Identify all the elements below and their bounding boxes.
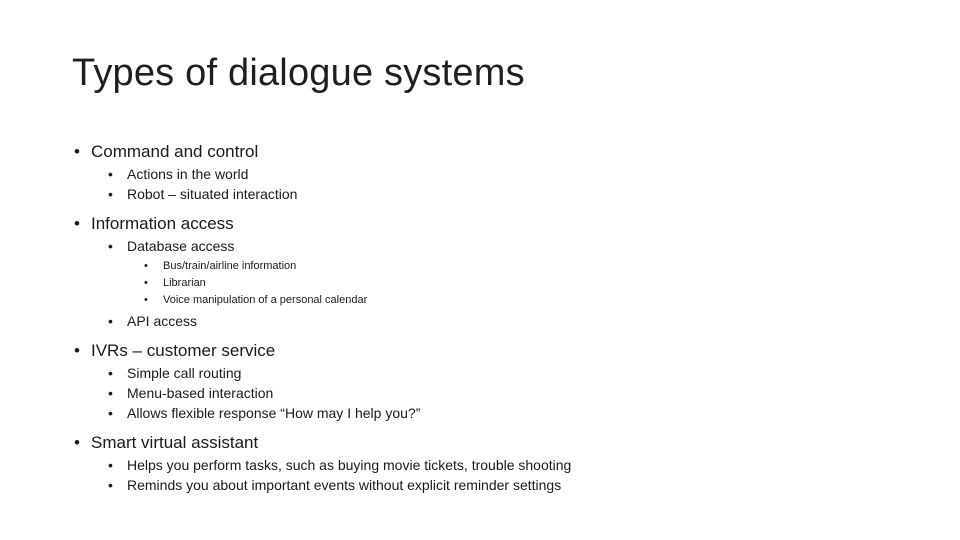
sub-bullet-text: Allows flexible response “How may I help you?”: [127, 405, 421, 421]
bullet-item: [72, 339, 932, 423]
sub-bullet-text: Reminds you about important events without explicit reminder settings: [127, 477, 562, 493]
sub-sub-bullet-text: Librarian: [163, 277, 206, 289]
sub-bullet-item: [108, 403, 932, 423]
sub-bullet-text: Database access: [127, 238, 235, 254]
sub-bullet-list: [108, 455, 932, 495]
sub-bullet-item: [108, 184, 932, 204]
bullet-item: [72, 431, 932, 495]
bullet-list: [72, 140, 932, 495]
sub-bullet-text: Robot – situated interaction: [127, 186, 298, 202]
sub-sub-bullet-item: [144, 292, 932, 309]
sub-bullet-item: [108, 363, 932, 383]
slide-content: [72, 140, 932, 495]
sub-bullet-item: [108, 164, 932, 184]
sub-bullet-text: Menu-based interaction: [127, 385, 274, 401]
bullet-text: Smart virtual assistant: [91, 433, 259, 452]
sub-bullet-item: [108, 236, 932, 309]
bullet-item: [72, 212, 932, 331]
bullet-text: Information access: [91, 214, 234, 233]
sub-bullet-item: [108, 455, 932, 475]
sub-bullet-text: API access: [127, 313, 198, 329]
sub-sub-bullet-text: Bus/train/airline information: [163, 260, 297, 272]
sub-bullet-item: [108, 311, 932, 331]
sub-sub-bullet-text: Voice manipulation of a personal calendar: [163, 294, 368, 306]
sub-bullet-text: Actions in the world: [127, 166, 249, 182]
sub-sub-bullet-item: [144, 258, 932, 275]
sub-bullet-text: Helps you perform tasks, such as buying movie tickets, trouble shooting: [127, 457, 572, 473]
sub-bullet-item: [108, 383, 932, 403]
bullet-item: [72, 140, 932, 204]
sub-bullet-list: [108, 164, 932, 204]
sub-sub-bullet-list: [144, 258, 932, 309]
bullet-text: Command and control: [91, 142, 259, 161]
bullet-text: IVRs – customer service: [91, 341, 276, 360]
sub-bullet-list: [108, 236, 932, 331]
sub-bullet-item: [108, 475, 932, 495]
sub-bullet-text: Simple call routing: [127, 365, 242, 381]
slide-title: Types of dialogue systems: [72, 52, 525, 94]
sub-sub-bullet-item: [144, 275, 932, 292]
sub-bullet-list: [108, 363, 932, 423]
